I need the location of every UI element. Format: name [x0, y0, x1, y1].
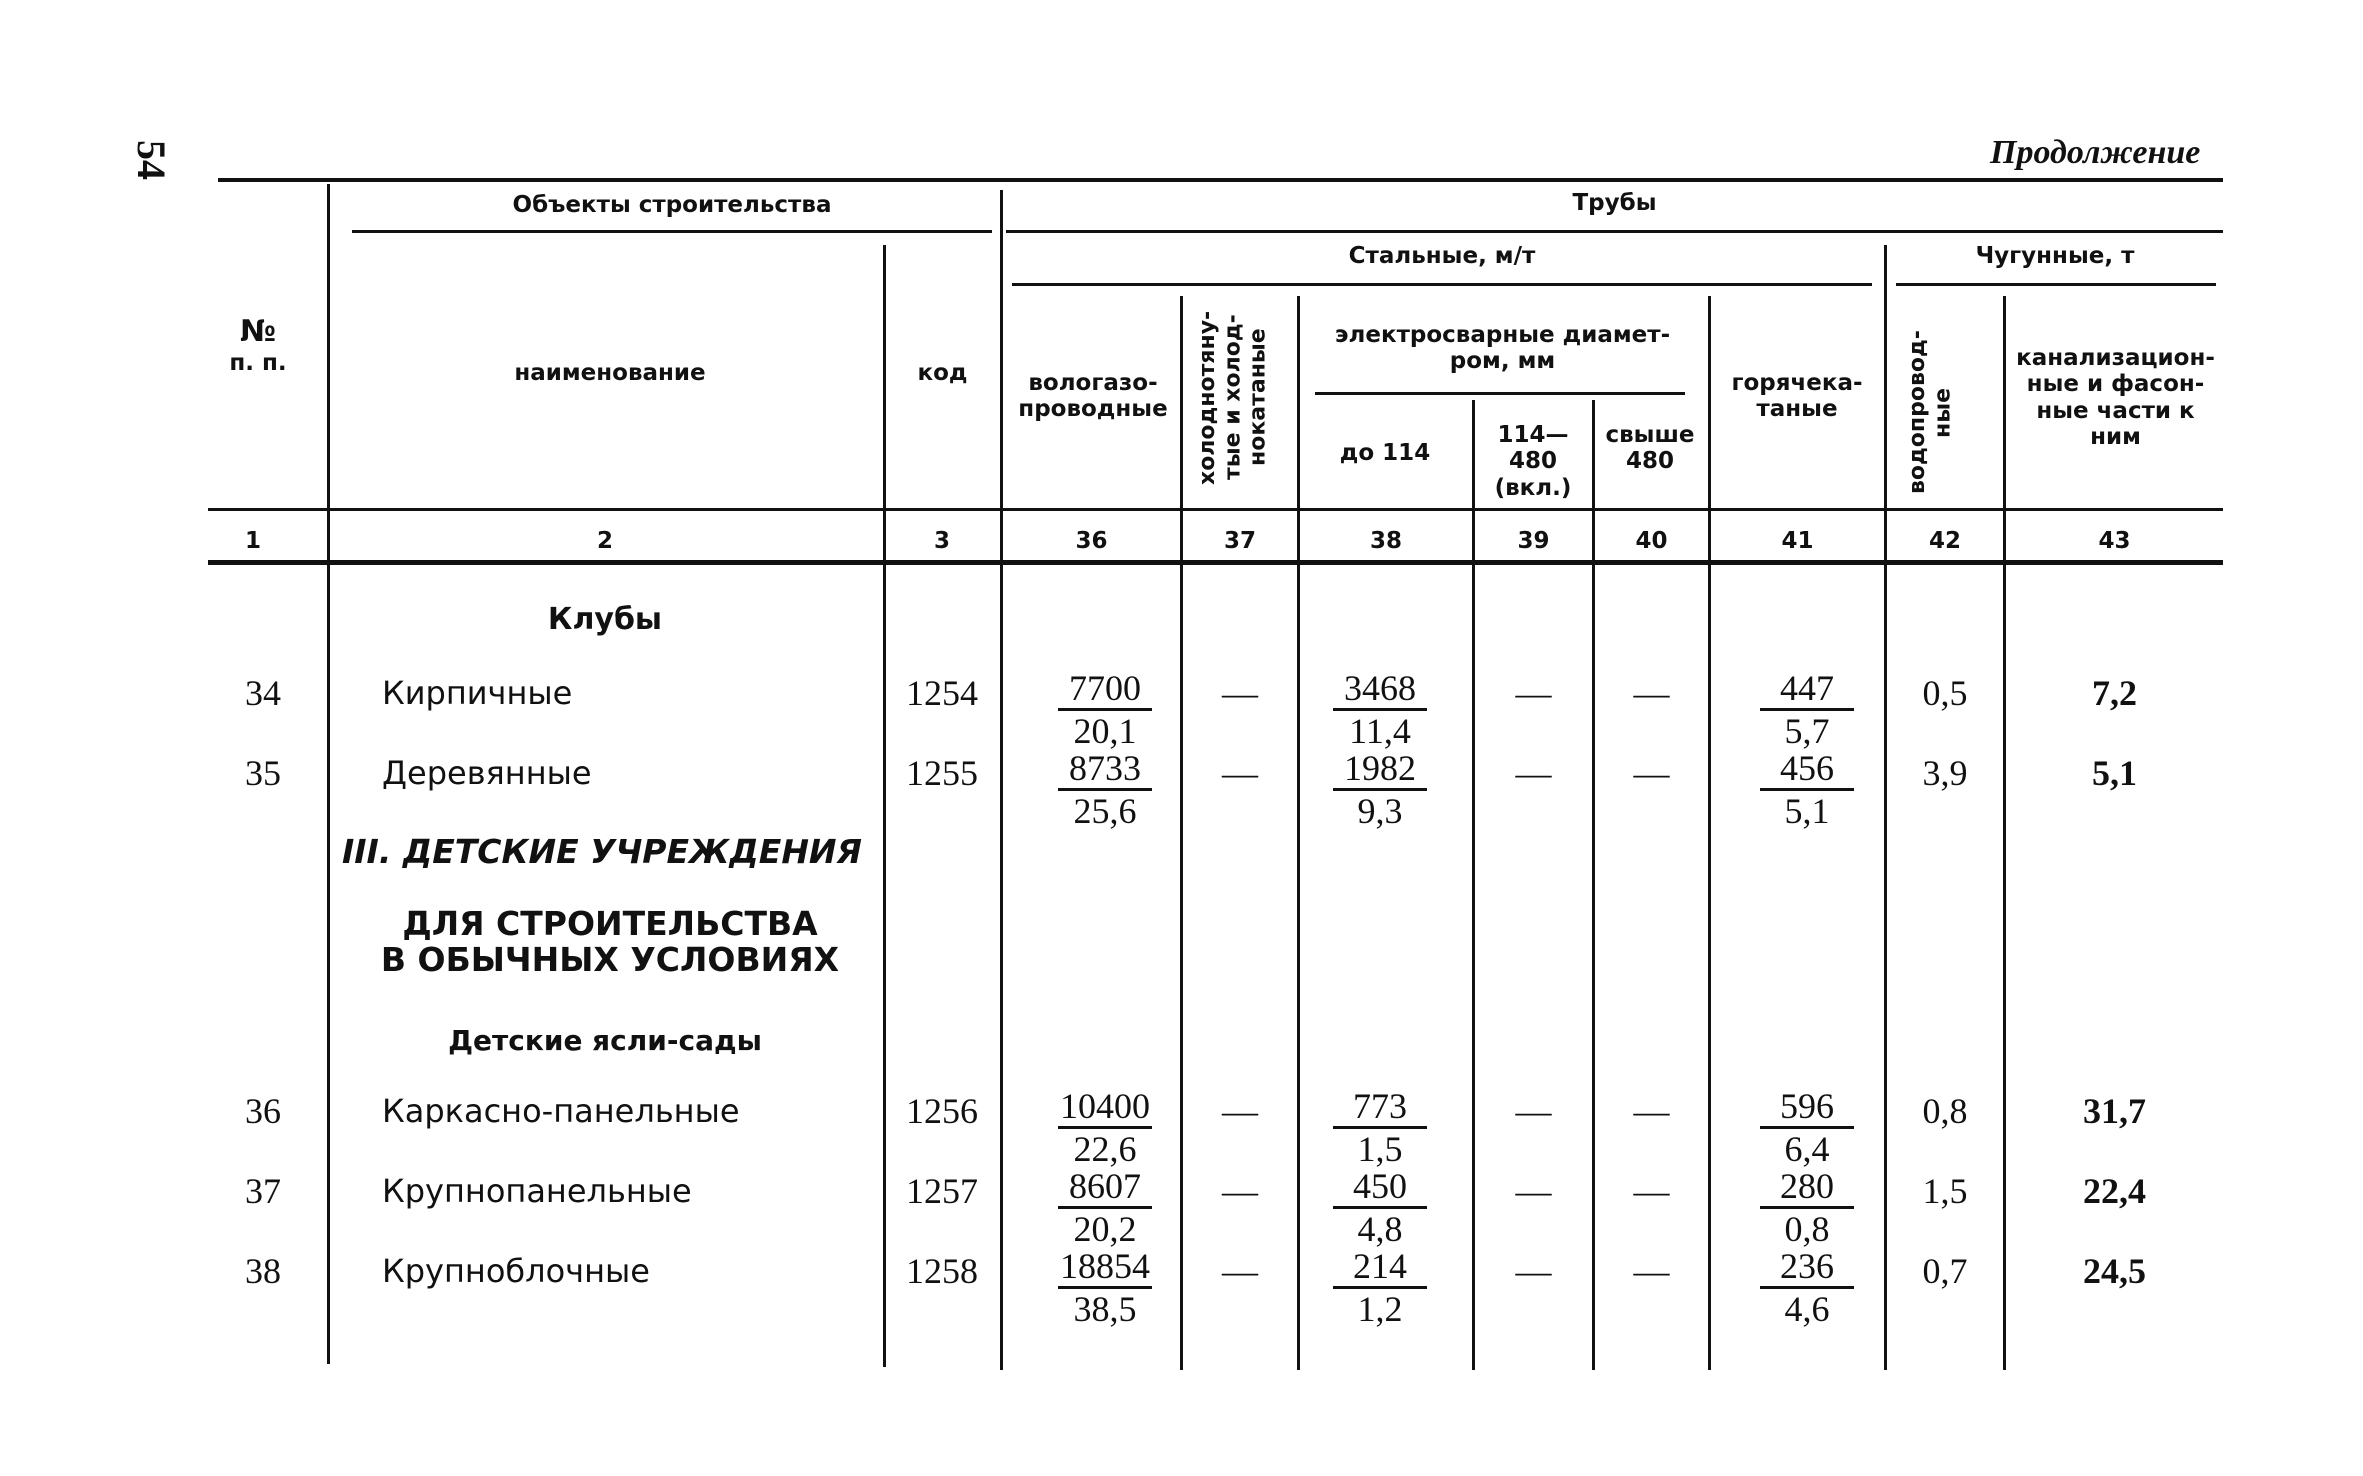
- frac-den: 1,2: [1357, 1289, 1403, 1329]
- colnum-36: 36: [1075, 528, 1108, 554]
- frac-num: 7700: [1069, 668, 1141, 708]
- colnum-43: 43: [2098, 528, 2131, 554]
- header-hot: горячека- таные: [1731, 370, 1863, 423]
- frac-den: 9,3: [1357, 791, 1403, 831]
- row-col39: —: [1515, 1251, 1552, 1291]
- row-col40: —: [1633, 1251, 1670, 1291]
- header-sewer: канализацион- ные и фасон- ные части к ним: [2016, 345, 2215, 451]
- frac-col41: [1752, 748, 1862, 831]
- frac-den: 38,5: [1073, 1289, 1137, 1329]
- rule-steel: [1012, 283, 1872, 286]
- header-steel: Стальные, м/т: [1348, 243, 1536, 269]
- row-code: 1254: [906, 673, 978, 713]
- header-to114: до 114: [1339, 440, 1431, 466]
- row-col37: —: [1222, 1091, 1258, 1131]
- colnum-40: 40: [1635, 528, 1668, 554]
- rule-cast: [1896, 283, 2216, 286]
- row-number: 37: [245, 1171, 281, 1211]
- page-number: 54: [129, 140, 174, 180]
- row-number: 34: [245, 673, 281, 713]
- frac-col36: [1050, 1086, 1160, 1169]
- row-code: 1258: [906, 1251, 978, 1291]
- row-name: Крупнопанельные: [382, 1172, 692, 1210]
- row-col39: —: [1515, 1091, 1552, 1131]
- colnum-37: 37: [1223, 528, 1256, 554]
- frac-col36: [1050, 1246, 1160, 1329]
- row-col37: —: [1222, 1171, 1258, 1211]
- row-name: Каркасно-панельные: [382, 1092, 740, 1130]
- row-col39: —: [1515, 753, 1552, 793]
- row-name: Кирпичные: [382, 674, 573, 712]
- continuation-label: Продолжение: [1990, 134, 2201, 171]
- row-col43: 5,1: [2092, 753, 2137, 793]
- colnum-42: 42: [1928, 528, 1961, 554]
- section-children-title-1: III. ДЕТСКИЕ УЧРЕЖДЕНИЯ: [342, 832, 862, 871]
- frac-num: 450: [1353, 1166, 1407, 1206]
- row-code: 1257: [906, 1171, 978, 1211]
- row-col43: 24,5: [2083, 1251, 2146, 1291]
- section-children-title-2: ДЛЯ СТРОИТЕЛЬСТВА: [402, 904, 818, 943]
- row-name: Крупноблочные: [382, 1252, 650, 1290]
- frac-col38: [1325, 748, 1435, 831]
- header-114-480: 114—480 (вкл.): [1494, 422, 1572, 501]
- row-col43: 22,4: [2083, 1171, 2146, 1211]
- colnum-2: 2: [596, 528, 613, 554]
- header-electro: электросварные диамет- ром, мм: [1334, 322, 1671, 375]
- frac-num: 8733: [1069, 748, 1141, 788]
- frac-den: 4,6: [1784, 1289, 1830, 1329]
- frac-num: 456: [1780, 748, 1834, 788]
- vline-c: [1000, 190, 1003, 1370]
- row-col42: 1,5: [1922, 1171, 1968, 1211]
- frac-den: 20,2: [1073, 1209, 1137, 1249]
- frac-den: 20,1: [1073, 711, 1137, 751]
- section-children-title-3: В ОБЫЧНЫХ УСЛОВИЯХ: [380, 940, 840, 979]
- rule-objects: [352, 230, 992, 233]
- frac-den: 6,4: [1784, 1129, 1830, 1169]
- header-over480: свыше 480: [1605, 422, 1695, 475]
- header-water-gas: вологазо- проводные: [1018, 370, 1168, 423]
- row-code: 1256: [906, 1091, 978, 1131]
- header-water-pipe: водопровод- ные: [1905, 330, 1956, 495]
- frac-col36: [1050, 1166, 1160, 1249]
- frac-num: 214: [1353, 1246, 1407, 1286]
- row-col43: 31,7: [2083, 1091, 2146, 1131]
- frac-col41: [1752, 1086, 1862, 1169]
- header-bottom-rule: [208, 560, 2223, 565]
- frac-num: 236: [1780, 1246, 1834, 1286]
- rule-electro: [1315, 392, 1685, 395]
- row-col37: —: [1222, 753, 1258, 793]
- row-col42: 3,9: [1922, 753, 1968, 793]
- header-cold: холоднотяну- тые и холод- нокатаные: [1195, 310, 1271, 485]
- frac-col38: [1325, 1086, 1435, 1169]
- header-number: № п. п.: [229, 314, 287, 376]
- frac-col36: [1050, 668, 1160, 751]
- header-objects: Объекты строительства: [512, 192, 832, 218]
- row-col42: 0,7: [1922, 1251, 1968, 1291]
- row-col39: —: [1515, 673, 1552, 713]
- rule-colnums: [208, 508, 2223, 511]
- row-number: 36: [245, 1091, 281, 1131]
- row-col40: —: [1633, 1171, 1670, 1211]
- frac-den: 5,1: [1784, 791, 1830, 831]
- row-col42: 0,8: [1922, 1091, 1968, 1131]
- frac-den: 22,6: [1073, 1129, 1137, 1169]
- frac-num: 1982: [1344, 748, 1416, 788]
- row-name: Деревянные: [382, 754, 592, 792]
- row-col40: —: [1633, 1091, 1670, 1131]
- row-col43: 7,2: [2092, 673, 2137, 713]
- row-col40: —: [1633, 673, 1670, 713]
- row-col42: 0,5: [1922, 673, 1968, 713]
- frac-col41: [1752, 1246, 1862, 1329]
- frac-den: 5,7: [1784, 711, 1830, 751]
- section-clubs: Клубы: [547, 602, 663, 637]
- frac-den: 11,4: [1349, 711, 1411, 751]
- row-col40: —: [1633, 753, 1670, 793]
- colnum-39: 39: [1517, 528, 1550, 554]
- header-code: код: [917, 360, 968, 386]
- frac-num: 18854: [1060, 1246, 1150, 1286]
- row-col39: —: [1515, 1171, 1552, 1211]
- section-nursery: Детские ясли-сады: [448, 1024, 762, 1057]
- frac-num: 3468: [1344, 668, 1416, 708]
- header-name: наименование: [514, 360, 706, 386]
- vline-a: [327, 184, 330, 1364]
- header-cast: Чугунные, т: [1975, 243, 2135, 269]
- rule-pipes: [1006, 230, 2223, 233]
- frac-num: 10400: [1060, 1086, 1150, 1126]
- row-col37: —: [1222, 1251, 1258, 1291]
- row-col37: —: [1222, 673, 1258, 713]
- frac-num: 447: [1780, 668, 1834, 708]
- frac-col38: [1325, 1246, 1435, 1329]
- vline-h: [1708, 296, 1711, 1370]
- row-code: 1255: [906, 753, 978, 793]
- frac-num: 596: [1780, 1086, 1834, 1126]
- row-number: 38: [245, 1251, 281, 1291]
- frac-den: 1,5: [1357, 1129, 1403, 1169]
- colnum-1: 1: [244, 528, 261, 554]
- frac-col36: [1050, 748, 1160, 831]
- table-top-rule: [218, 178, 2223, 182]
- frac-num: 773: [1353, 1086, 1407, 1126]
- frac-num: 280: [1780, 1166, 1834, 1206]
- header-pipes: Трубы: [1572, 190, 1657, 216]
- colnum-41: 41: [1781, 528, 1814, 554]
- colnum-38: 38: [1369, 528, 1402, 554]
- frac-col41: [1752, 1166, 1862, 1249]
- frac-col38: [1325, 1166, 1435, 1249]
- row-number: 35: [245, 753, 281, 793]
- colnum-3: 3: [933, 528, 950, 554]
- frac-den: 0,8: [1784, 1209, 1830, 1249]
- frac-col38: [1325, 668, 1435, 751]
- frac-col41: [1752, 668, 1862, 751]
- frac-den: 25,6: [1073, 791, 1137, 831]
- frac-den: 4,8: [1357, 1209, 1403, 1249]
- frac-num: 8607: [1069, 1166, 1141, 1206]
